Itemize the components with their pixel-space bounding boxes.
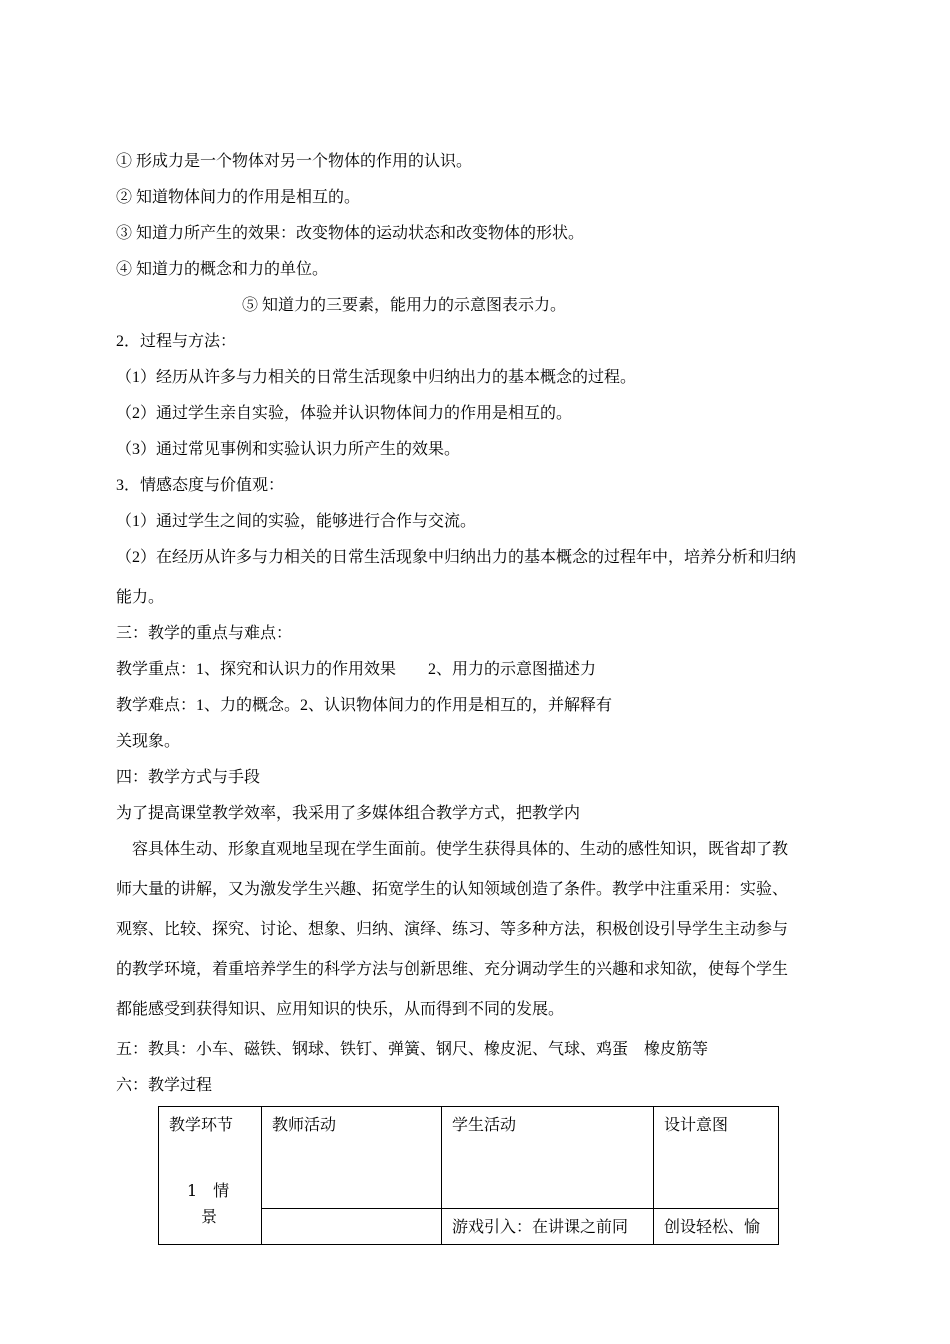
section5-teaching-aids: 五：教具：小车、磁铁、钢球、铁钉、弹簧、钢尺、橡皮泥、气球、鸡蛋 橡皮筋等 <box>116 1041 709 1058</box>
key-points: 教学重点：1、探究和认识力的作用效果 2、用力的示意图描述力 <box>116 661 597 678</box>
header-design-intent: 设计意图 <box>654 1107 779 1209</box>
emotion-heading: 3．情感态度与价值观： <box>116 477 285 494</box>
header-student-activity: 学生活动 <box>442 1107 654 1209</box>
stage-line-1: 1 情 <box>187 1181 230 1200</box>
section4-heading: 四：教学方式与手段 <box>116 769 261 786</box>
section4-para-line-2: 容具体生动、形象直观地呈现在学生面前。使学生获得具体的、生动的感性知识，既省却了教 <box>116 841 789 858</box>
section4-para-line-5: 的教学环境，着重培养学生的科学方法与创新思维、充分调动学生的兴趣和求知欲，使每个学生 <box>116 961 789 978</box>
emotion-item-2-line-1: （2）在经历从许多与力相关的日常生活现象中归纳出力的基本概念的过程年中，培养分析和归纳 <box>116 549 797 566</box>
process-method-heading: 2．过程与方法： <box>116 333 237 350</box>
cell-teacher-activity <box>262 1209 442 1245</box>
objective-item-4: ④ 知道力的概念和力的单位。 <box>116 261 329 278</box>
teaching-process-table <box>158 1106 779 1245</box>
section3-heading: 三：教学的重点与难点： <box>116 625 293 642</box>
process-method-item-3: （3）通过常见事例和实验认识力所产生的效果。 <box>116 441 461 458</box>
stage-line-2: 景 <box>201 1207 218 1226</box>
objective-item-3: ③ 知道力所产生的效果：改变物体的运动状态和改变物体的形状。 <box>116 225 585 242</box>
header-teacher-activity: 教师活动 <box>262 1107 442 1209</box>
difficulty-line-1: 教学难点：1、力的概念。2、认识物体间力的作用是相互的，并解释有 <box>116 697 613 714</box>
section4-para-line-4: 观察、比较、探究、讨论、想象、归纳、演绎、练习、等多种方法，积极创设引导学生主动参与 <box>116 921 789 938</box>
header-stage: 教学环节 <box>169 1115 234 1134</box>
difficulty-line-2: 关现象。 <box>116 733 181 750</box>
emotion-item-1: （1）通过学生之间的实验，能够进行合作与交流。 <box>116 513 477 530</box>
section4-para-line-6: 都能感受到获得知识、应用知识的快乐，从而得到不同的发展。 <box>116 1001 565 1018</box>
cell-student-activity: 游戏引入：在讲课之前同 <box>442 1209 654 1245</box>
section4-para-line-3: 师大量的讲解，又为激发学生兴趣、拓宽学生的认知领域创造了条件。教学中注重采用：实验、 <box>116 881 789 898</box>
cell-design-intent: 创设轻松、愉 <box>654 1209 779 1245</box>
section6-heading: 六：教学过程 <box>116 1077 213 1094</box>
objective-item-5: ⑤ 知道力的三要素，能用力的示意图表示力。 <box>242 297 567 314</box>
emotion-item-2-line-2: 能力。 <box>116 589 165 606</box>
objective-item-2: ② 知道物体间力的作用是相互的。 <box>116 189 361 206</box>
section4-para-line-1: 为了提高课堂教学效率，我采用了多媒体组合教学方式，把教学内 <box>116 805 581 822</box>
table-cell-stage <box>159 1107 262 1245</box>
objective-item-1: ① 形成力是一个物体对另一个物体的作用的认识。 <box>116 153 473 170</box>
process-method-item-1: （1）经历从许多与力相关的日常生活现象中归纳出力的基本概念的过程。 <box>116 369 637 386</box>
process-method-item-2: （2）通过学生亲自实验，体验并认识物体间力的作用是相互的。 <box>116 405 573 422</box>
